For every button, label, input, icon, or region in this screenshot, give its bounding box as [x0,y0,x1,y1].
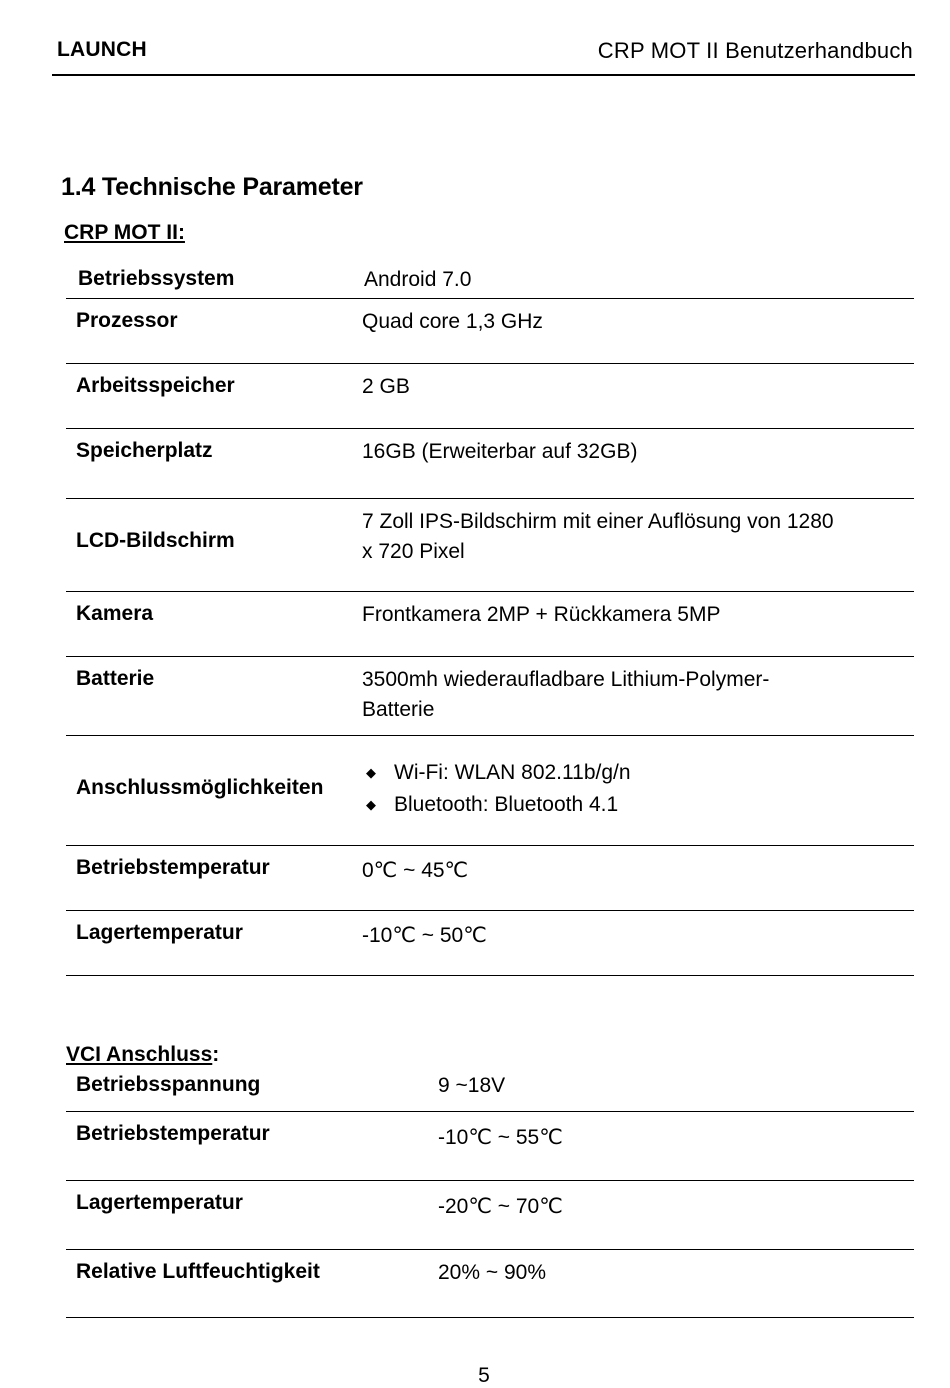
diamond-bullet-icon: ◆ [366,765,376,780]
table-row [66,364,914,429]
table-row [66,429,914,499]
spec-label: LCD-Bildschirm [76,529,235,552]
spec-label: Arbeitsspeicher [76,374,235,397]
brand-name: LAUNCH [57,38,147,61]
spec-value: 9 ~18V [438,1074,506,1097]
spec-label: Lagertemperatur [76,921,243,944]
section-title: 1.4 Technische Parameter [61,173,363,201]
spec-value-line: 3500mh wiederaufladbare Lithium-Polymer- [362,668,770,691]
spec-value: 2 GB [362,375,410,398]
spec-value: 0℃ ~ 45℃ [362,859,469,882]
table-row [66,592,914,657]
spec-label: Kamera [76,602,154,625]
vci-heading [66,1043,219,1067]
table-row [66,1068,914,1112]
vci-heading-colon: : [212,1043,220,1066]
spec-value: 16GB (Erweiterbar auf 32GB) [362,440,638,463]
table-row [66,911,914,976]
page-header [52,38,915,76]
table-row [66,262,914,299]
crp-heading [64,221,185,245]
spec-label: Betriebsspannung [76,1073,261,1096]
page-number: 5 [478,1364,490,1387]
spec-value: -10℃ ~ 55℃ [438,1126,563,1149]
table-row [66,499,914,592]
spec-label: Betriebstemperatur [76,1122,270,1145]
list-item-text: Bluetooth: Bluetooth 4.1 [394,793,619,816]
spec-label: Lagertemperatur [76,1191,243,1214]
table-row [66,1181,914,1250]
spec-value: Quad core 1,3 GHz [362,310,543,333]
vci-spec-table [66,1068,914,1318]
list-item-text: Wi-Fi: WLAN 802.11b/g/n [394,761,631,784]
spec-label: Speicherplatz [76,439,213,462]
spec-value: -20℃ ~ 70℃ [438,1195,563,1218]
list-item [364,757,631,789]
spec-value-line: 7 Zoll IPS-Bildschirm mit einer Auflösung von 1280 [362,510,834,533]
table-row [66,1250,914,1318]
spec-value: 20% ~ 90% [438,1261,546,1284]
diamond-bullet-icon: ◆ [366,797,376,812]
list-item [364,789,631,821]
vci-heading-text: VCI Anschluss [66,1043,213,1066]
table-row [66,736,914,846]
spec-label: Betriebstemperatur [76,856,270,879]
crp-heading-text: CRP MOT II: [64,221,185,244]
spec-value [362,665,769,725]
spec-value-line: Batterie [362,698,435,721]
spec-label: Anschlussmöglichkeiten [76,776,324,799]
crp-spec-table [66,262,914,976]
spec-label: Betriebssystem [78,267,235,290]
table-row [66,657,914,736]
spec-label: Prozessor [76,309,178,332]
spec-value [362,507,834,567]
spec-label: Batterie [76,667,155,690]
table-row [66,299,914,364]
spec-label: Relative Luftfeuchtigkeit [76,1260,320,1283]
spec-value: -10℃ ~ 50℃ [362,924,487,947]
spec-value-line: x 720 Pixel [362,540,465,563]
connectivity-list [364,757,631,821]
table-row [66,1112,914,1181]
document-title: CRP MOT II Benutzerhandbuch [597,38,913,63]
table-row [66,846,914,911]
spec-value: Frontkamera 2MP + Rückkamera 5MP [362,603,721,626]
spec-value: Android 7.0 [364,268,472,291]
